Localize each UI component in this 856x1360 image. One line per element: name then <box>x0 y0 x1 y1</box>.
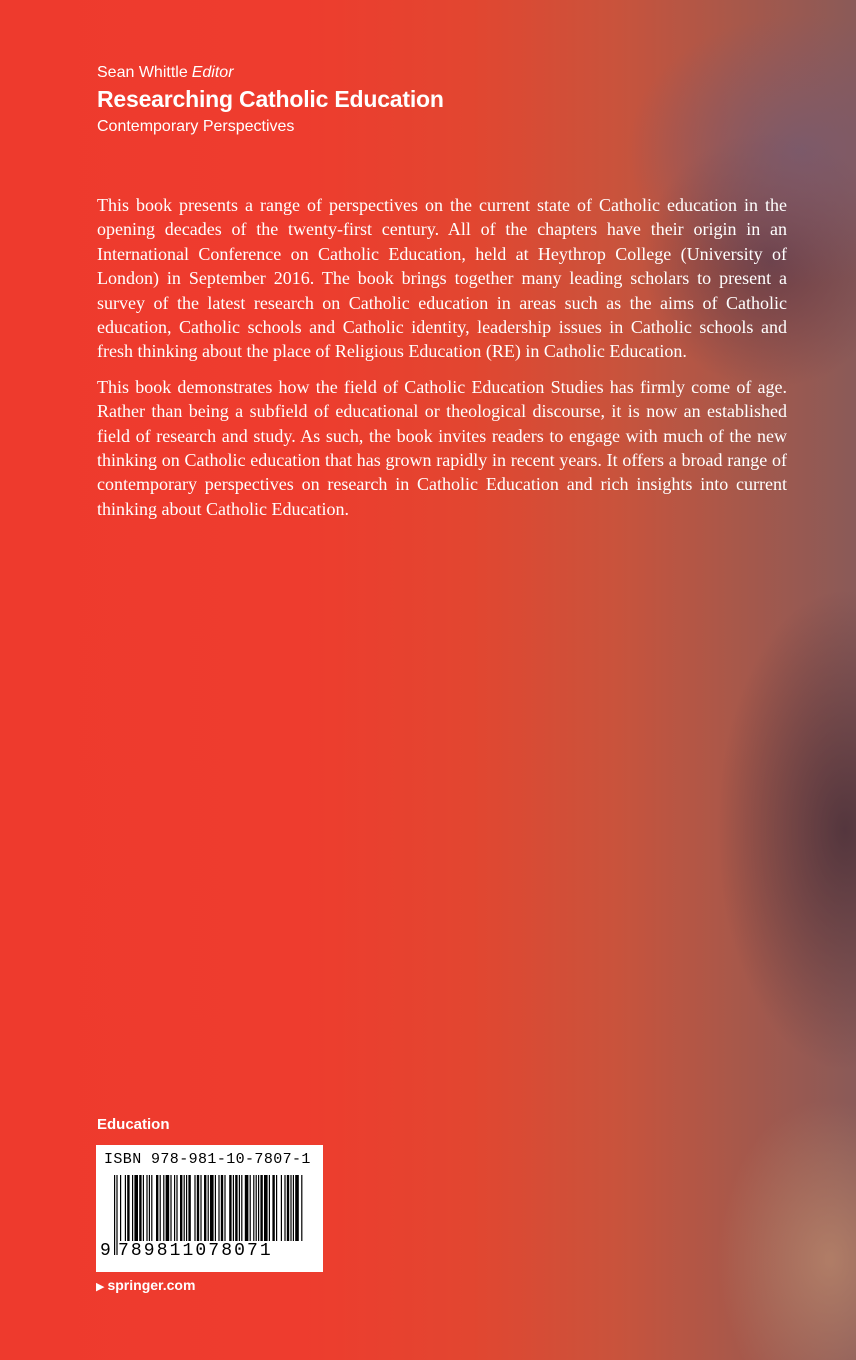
subject-category: Education <box>97 1116 170 1133</box>
isbn-label: ISBN 978-981-10-7807-1 <box>104 1151 311 1168</box>
editor-role: Editor <box>191 64 234 81</box>
book-header <box>97 63 444 138</box>
ean-first-digit: 9 <box>100 1241 111 1261</box>
blurb-paragraph-1: This book presents a range of perspectives on the current state of Catholic education in the opening decades of the twenty-first century. All of the chapters have their origin in an International Conference on Catholic Education, held at Heythrop College (University of London) in September 2016. The book brings together many leading scholars to present a survey of the latest research on Catholic education in areas such as the aims of Catholic education, Catholic schools and Catholic identity, leadership issues in Catholic schools and fresh thinking about the place of Religious Education (RE) in Catholic Education. <box>97 195 787 362</box>
book-subtitle: Contemporary Perspectives <box>97 118 295 135</box>
book-title: Researching Catholic Education <box>97 86 444 112</box>
website-text: springer.com <box>107 1277 196 1293</box>
publisher-website[interactable] <box>96 1277 195 1293</box>
editor-name: Sean Whittle <box>97 64 188 81</box>
book-blurb <box>97 193 787 532</box>
isbn-barcode <box>96 1145 323 1272</box>
blurb-paragraph-2: This book demonstrates how the field of Catholic Education Studies has firmly come of age. Rather than being a subfield of educational or theological discourse, it is now an established field of research and study. As such, the book invites readers to engage with much of the new thinking on Catholic education that has grown rapidly in recent years. It offers a broad range of contemporary perspectives on research in Catholic Education and rich insights into current thinking about Catholic Education. <box>97 376 787 519</box>
ean-digits: 789811078071 <box>118 1241 318 1261</box>
triangle-right-icon: ▶ <box>96 1281 105 1293</box>
editor-line <box>97 63 444 83</box>
barcode-bar <box>114 1175 115 1255</box>
